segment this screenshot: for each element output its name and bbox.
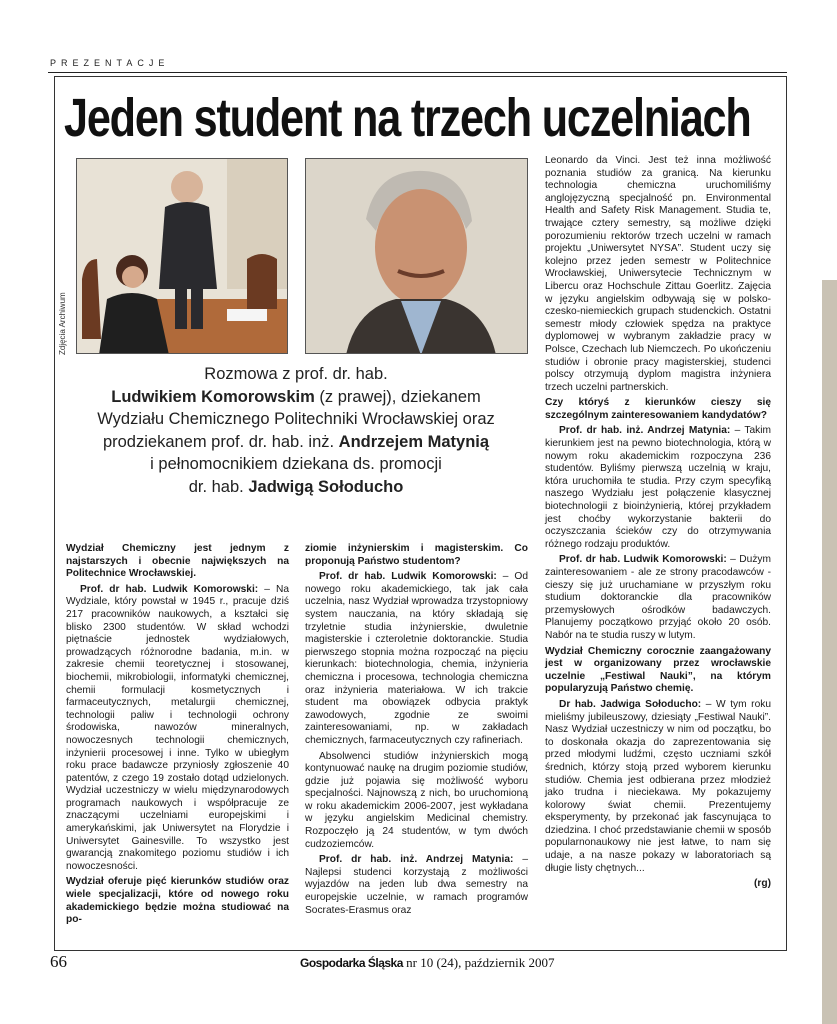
section-label: PREZENTACJE — [50, 58, 170, 68]
speaker-label: Prof. dr hab. Ludwik Komorowski: — [559, 554, 727, 566]
question-4: Wydział Chemiczny corocznie zaangażowany jest w organizowany przez wrocławskie uczelnie „Festiwal Nauki”, na którym popularyzują Państwo chemię. — [545, 645, 771, 695]
interviewee-name-2: Andrzejem Matynią — [338, 432, 490, 451]
paragraph: Absolwenci studiów inżynierskich mogą kontynuować naukę na drugim poziomie studiów, gdzie już pojawia się możliwość wyboru specjalności. Najnowszą z nich, bo uruchomioną w roku akademickim 2006-2007, jest wykładana w języku angielskim Medicinal chemistry. Rozpoczęło ją 24 studentów, w tym dwóch cudzoziemców. — [305, 750, 528, 850]
answer-2 — [305, 571, 528, 747]
speaker-label: Prof. dr hab. inż. Andrzej Matynia: — [319, 854, 514, 866]
answer-6 — [545, 699, 771, 875]
answer-text: – Najlepsi studenci korzystają z możliwości wyjazdów na jeden lub dwa semestry na europejskie uczelnie, w ramach programów Socrates-Erasmus oraz — [305, 854, 529, 916]
answer-text: – Dużym zainteresowaniem - ale ze strony pracodawców - cieszy się już uruchamiane w przyszłym roku studium doktoranckie dla pracowników przemysłowych ośrodków badawczych. Planujemy początkowo przyjąć około 20 osób. Nabór na te studia ruszy w lutym. — [545, 554, 771, 641]
intro-line-3: Wydziału Chemicznego Politechniki Wrocławskiej oraz — [97, 410, 495, 428]
answer-1 — [66, 584, 289, 874]
answer-5 — [545, 554, 771, 642]
answer-text: – W tym roku mieliśmy jubileuszowy, dziesiąty „Festiwal Nauki”. Nasz Wydział uczestniczy w nim od początku, bo to doskonała okazja do zaprezentowania się przed młodymi ludźmi, często uczniami szkół średnich, którzy stoją przed wyborem kierunku studiów. Chemia jest odbierana przez młodzież jako trudna i nieciekawa. My pokazujemy kolorowy świat chemii. Prezentujemy eksperymenty, by przekonać jak fascynująca to dziedzina. I choć przedstawianie chemii w sposób popularnonaukowy nie jest łatwe, to nam się udaje, a na nasze pokazy w laboratoriach są długie listy chętnych... — [545, 698, 771, 874]
paragraph: Leonardo da Vinci. Jest też inna możliwość poznania studiów za granicą. Na kierunku technologia chemiczna uruchomiliśmy anglojęzyczną specjalność pn. Environmental Health and Safety Risk Management. Studia te, trwające cztery semestry, są możliwe dzięki porozumieniu rektorów trzech uczelni w ramach projektu „Uniwersytet NYSA”. Student uczy się kolejno przez jeden semestr w Politechnice Wrocławskiej, Uniwersytecie Technicznym w Libercu oraz Hochschule Zittau Goerlitz. Zajęcia w języku angielskim odbywają się w polsko-czesko-niemieckich grupach studenckich. Ostatni semestr młody człowiek spędza na praktyce dyplomowej w wybranym zakładzie pracy w Polsce, Czechach lub Niemczech. Po ukończeniu studiów i obronie pracy magisterskiej, studenci polscy otrzymują dyplom magistra inżyniera trzech uczelni partnerskich. — [545, 155, 771, 393]
photo-portrait-right — [305, 158, 528, 354]
answer-3 — [305, 854, 528, 917]
adjacent-page-edge — [822, 280, 837, 1024]
speaker-label: Dr hab. Jadwiga Sołoducho: — [559, 698, 702, 710]
article-column-1 — [66, 543, 289, 941]
speaker-label: Prof. dr hab. Ludwik Komorowski: — [319, 571, 497, 583]
answer-text: – Takim kierunkiem jest na pewno biotechnologia, którą w nowym roku akademickim rozpoczyna 236 studentów. Byliśmy pierwszą uczelnią w kraju, która uruchomiła te studia. Przy czym specyfiką naszego Wydziału jest połączenie klasycznej biotechnologii z bioinżynierią, której przykładem jest choćby wykorzystanie bakterii do oczyszczania ścieków czy do otrzymywania różnego rodzaju produktów. — [545, 425, 772, 550]
photo-interview-left — [76, 158, 288, 354]
intro-line-4: prodziekanem prof. dr. hab. inż. — [102, 432, 339, 451]
photo-illustration-left — [77, 159, 288, 354]
intro-line-6: dr. hab. — [188, 477, 249, 496]
intro-line-2: (z prawej), dziekanem — [314, 387, 481, 406]
answer-text: – Na Wydziale, który powstał w 1945 r., pracuje dziś 217 pracowników naukowych, a kształci się blisko 2300 studentów. W skład wchodzi piętnaście jednostek wydziałowych, prowadzących różnorodne badania, m.in. w zakresie chemii teoretycznej i stosowanej, biochemii, mikrobiologii, informatyki chemicznej, chemii formulacji kosmetycznych i farmaceutycznych, metalurgii chemicznej, technologii paliw i technologii ochrony środowiska, nawozów mineralnych, nowoczesnych technologii chemicznych, inżynierii procesowej i inne. Tylko w ubiegłym roku prace badawcze przyniosły zgłoszenie 40 patentów, z czego 19 zostało dotąd udzielonych. Wydział uczestniczy w wielu międzynarodowych programach naukowych i współpracuje ze znaczącymi uczelniami europejskimi i amerykańskimi, jak Uniwersytet na Florydzie i Uniwersytet Gainesville. To wszystko jest gwarancją znakomitego poziomu studiów i ich nowoczesności. — [66, 583, 289, 872]
author-signature: (rg) — [754, 878, 771, 890]
page-number: 66 — [50, 952, 67, 971]
question-1: Wydział Chemiczny jest jednym z najstarszych i obecnie największych na Politechnice Wrocławskiej. — [66, 543, 289, 580]
headline: Jeden student na trzech uczelniach — [64, 88, 751, 148]
intro-line-5: i pełnomocnikiem dziekana ds. promocji — [150, 455, 442, 473]
photo-credit: Zdjęcia Archiwum — [58, 292, 67, 355]
intro-line-1: Rozmowa z prof. dr. hab. — [204, 365, 388, 383]
interviewee-name-1: Ludwikiem Komorowskim — [111, 387, 315, 406]
article-column-3 — [545, 155, 771, 941]
question-3: Czy któryś z kierunków cieszy się szczególnym zainteresowaniem kandydatów? — [545, 397, 771, 421]
question-2: Wydział oferuje pięć kierunków studiów oraz wiele specjalizacji, które od nowego roku akademickiego będzie można studiować na po- — [66, 876, 289, 926]
magazine-name: Gospodarka Śląska — [300, 956, 403, 970]
interviewee-name-3: Jadwigą Sołoducho — [248, 477, 404, 496]
question-2-continued: ziomie inżynierskim i magisterskim. Co proponują Państwo studentom? — [305, 543, 528, 567]
speaker-label: Prof. dr hab. inż. Andrzej Matynia: — [559, 425, 731, 437]
photo-illustration-right — [306, 159, 528, 354]
issue-info: nr 10 (24), październik 2007 — [402, 955, 555, 970]
answer-text: – Od nowego roku akademickiego, tak jak cała uczelnia, nasz Wydział wprowadza trzystopniowy system nauczania, na który składają się trzyletnie studia inżynierskie, dwuletnie magisterskie i czteroletnie doktoranckie. Studia pierwszego stopnia można rozpocząć na pięciu kierunkach: biotechnologia, chemia, inżynieria chemiczna i procesowa, technologia chemiczna oraz inżynieria materiałowa. W ich trakcie student ma obowiązek odbycia praktyk zawodowych, zgodnie ze swoimi zainteresowaniami, np. w zakładach chemicznych, farmaceutycznych czy rafineriach. — [305, 571, 528, 746]
top-rule — [48, 72, 787, 73]
answer-4 — [545, 425, 771, 551]
interview-intro — [62, 363, 530, 498]
article-column-2 — [305, 543, 528, 941]
speaker-label: Prof. dr hab. Ludwik Komorowski: — [80, 583, 259, 595]
footer-publication — [300, 955, 555, 971]
